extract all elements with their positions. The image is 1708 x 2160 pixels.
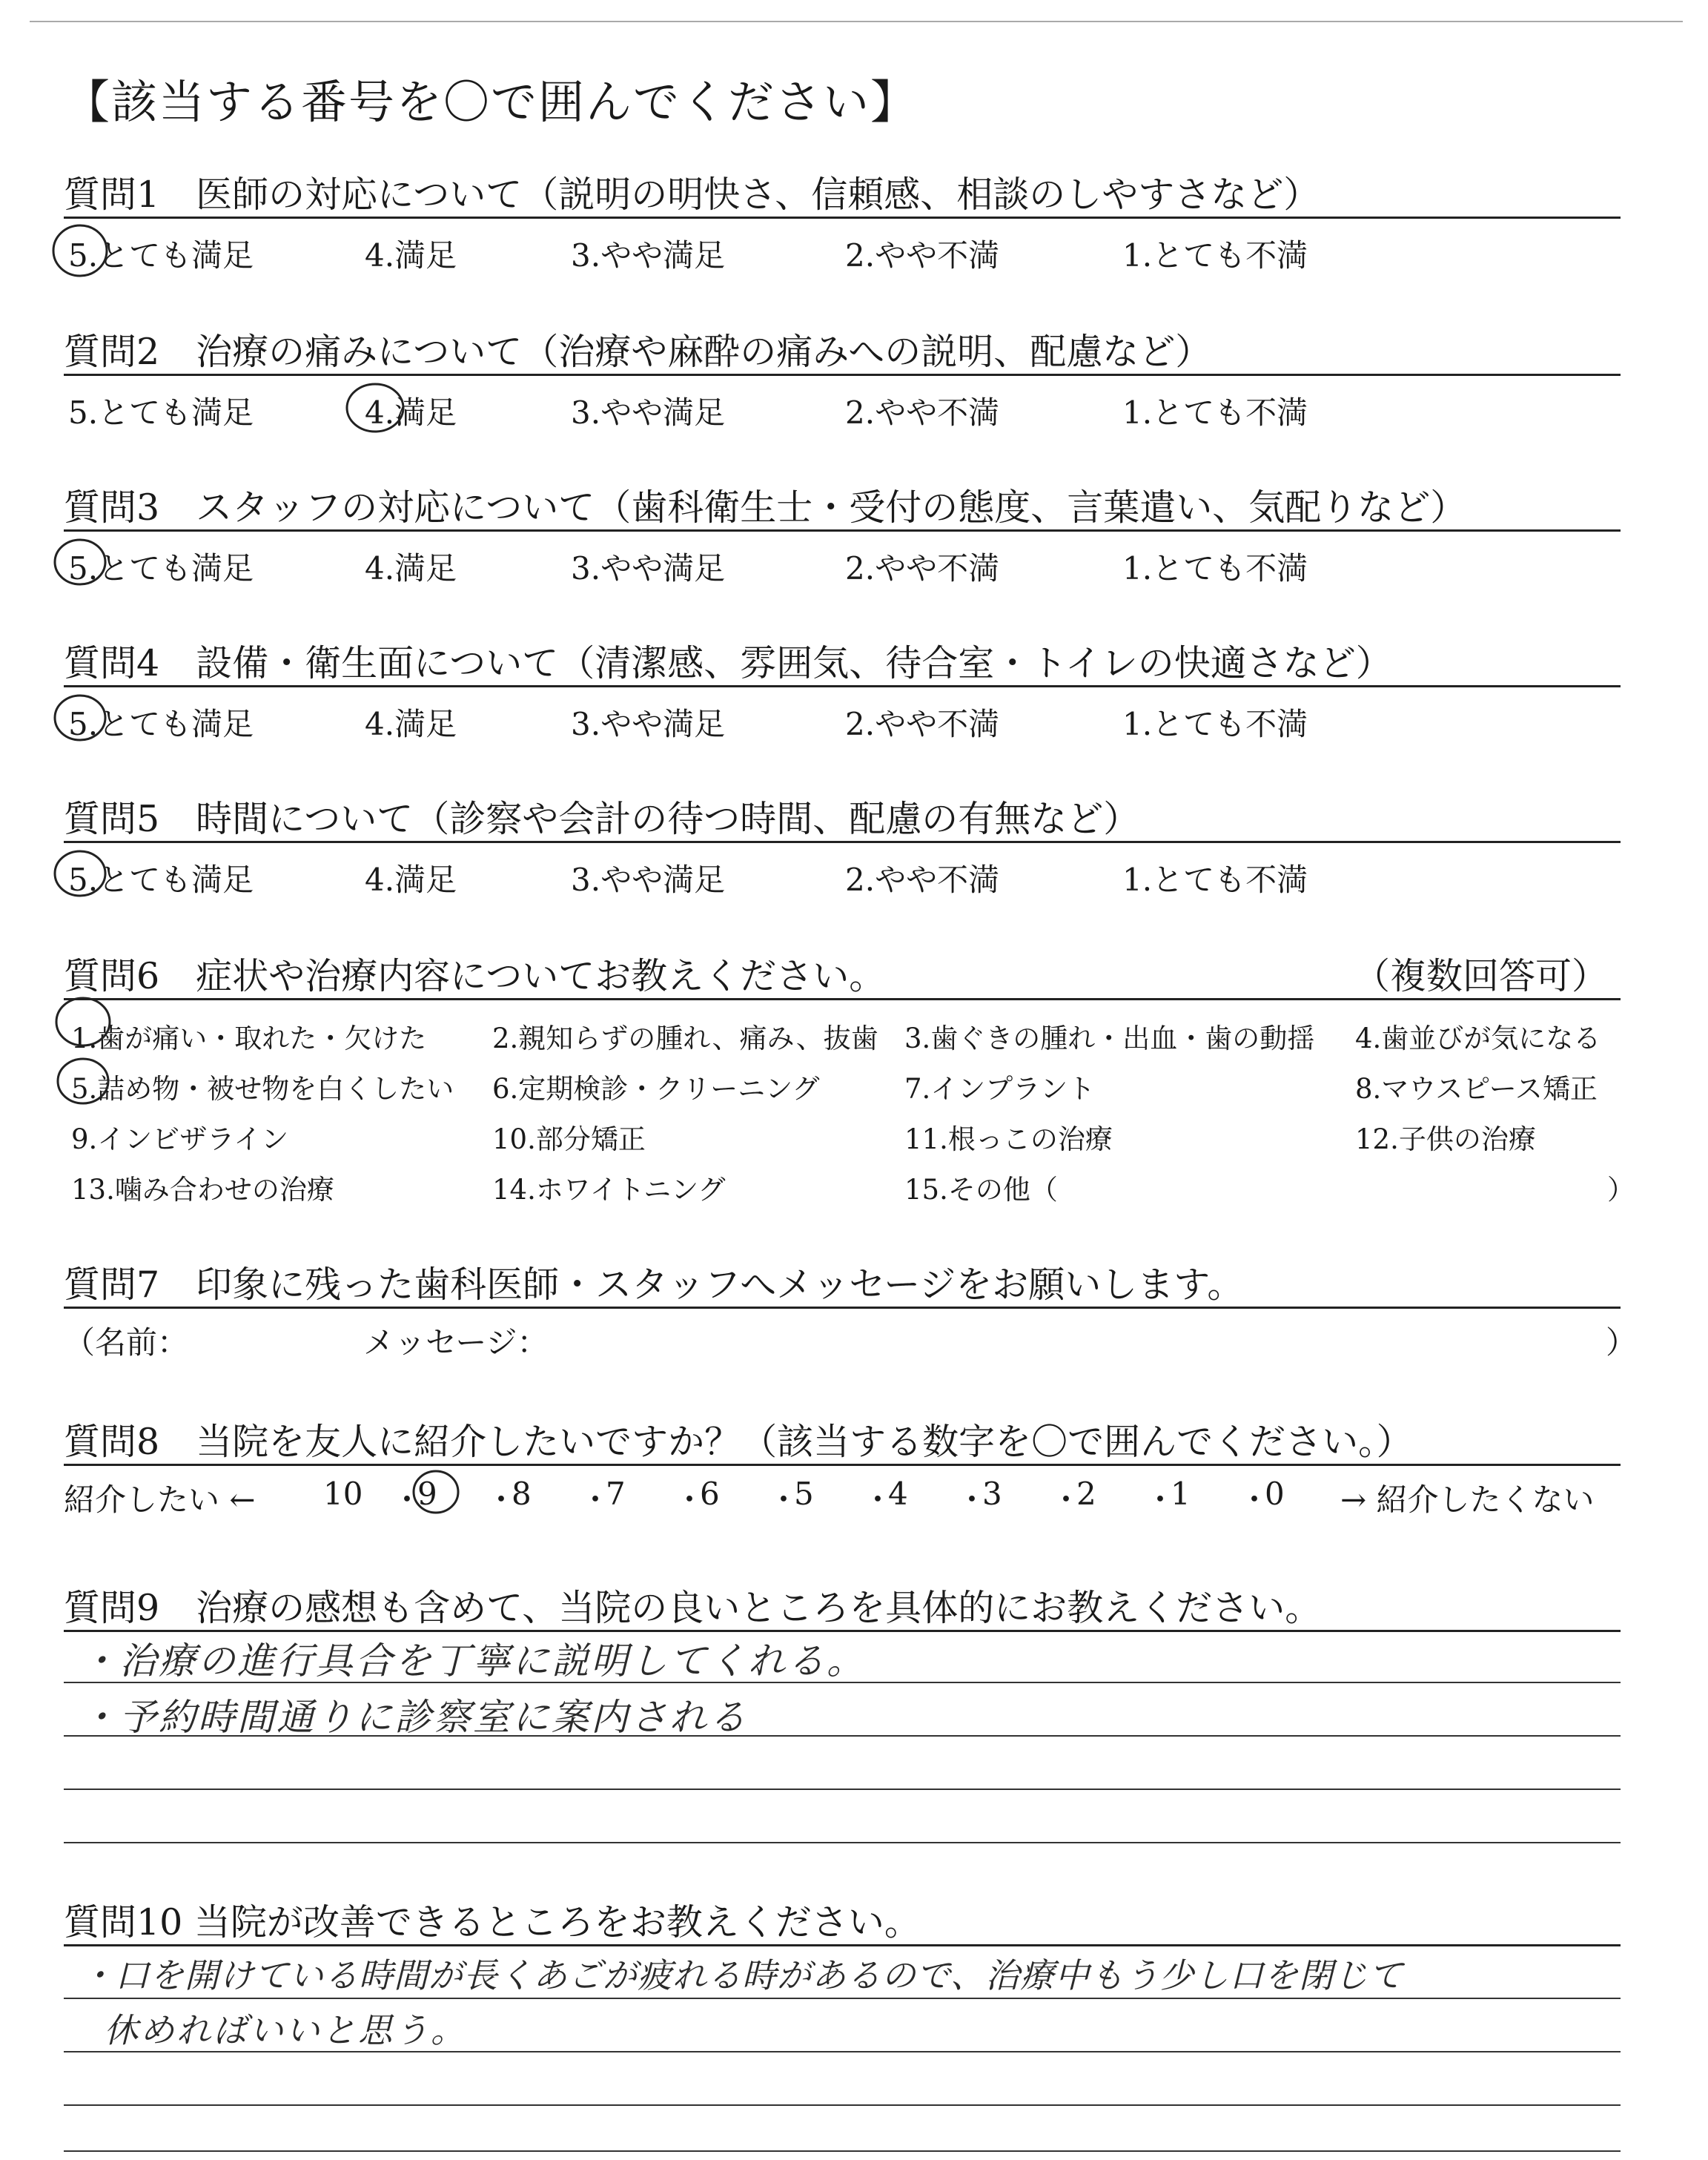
q6-option-15[interactable]: 15.その他（ [904, 1174, 1058, 1206]
q10-answer-2: 休めればいいと思う。 [104, 2010, 467, 2050]
q10-title: 質問10 当院が改善できるところをお教えください。 [64, 1901, 921, 1943]
q6-option-5[interactable]: 5.詰め物・被せ物を白くしたい [71, 1073, 454, 1105]
q1-option-2[interactable]: 2.やや不満 [845, 237, 1000, 274]
q8-scale-7[interactable]: 7 [606, 1476, 626, 1512]
q6-option-1[interactable]: 1.歯が痛い・取れた・欠けた [71, 1023, 427, 1054]
q8-selected-circle [414, 1471, 458, 1513]
q6-option-9[interactable]: 9.インビザライン [71, 1123, 289, 1155]
q4-option-4[interactable]: 4.満足 [365, 706, 457, 742]
q8-scale-6[interactable]: 6 [700, 1476, 720, 1512]
q4-option-2[interactable]: 2.やや不満 [845, 706, 1000, 742]
q9-title: 質問9 治療の感想も含めて、当院の良いところを具体的にお教えください。 [64, 1587, 1322, 1629]
q8-scale-8[interactable]: 8 [512, 1476, 532, 1512]
q5-option-2[interactable]: 2.やや不満 [845, 862, 1000, 898]
q6-option-4[interactable]: 4.歯並びが気になる [1355, 1023, 1601, 1054]
q2-title: 質問2 治療の痛みについて（治療や麻酔の痛みへの説明、配慮など） [64, 331, 1212, 373]
q8-scale-separator: ・ [956, 1482, 988, 1518]
q8-scale-separator: ・ [674, 1482, 706, 1518]
q8-scale-9[interactable]: 9 [417, 1476, 437, 1512]
q4-selected-circle [55, 696, 105, 740]
q8-scale-2[interactable]: 2 [1076, 1476, 1096, 1512]
q6-option-7[interactable]: 7.インプラント [904, 1073, 1096, 1105]
q8-scale-separator: ・ [1239, 1482, 1271, 1518]
q3-title: 質問3 スタッフの対応について（歯科衛生士・受付の態度、言葉遣い、気配りなど） [64, 486, 1467, 529]
q8-scale-separator: ・ [768, 1482, 800, 1518]
q5-option-4[interactable]: 4.満足 [365, 862, 457, 898]
q6-selected-circle-5 [58, 1059, 108, 1103]
q8-scale-separator: ・ [862, 1482, 894, 1518]
q1-option-3[interactable]: 3.やや満足 [571, 237, 726, 274]
q2-option-4[interactable]: 4.満足 [365, 394, 457, 431]
q2-option-5[interactable]: 5.とても満足 [68, 394, 254, 431]
q5-title: 質問5 時間について（診察や会計の待つ時間、配慮の有無など） [64, 798, 1140, 840]
q9-answer-2: ・予約時間通りに診察室に案内される [80, 1696, 748, 1739]
q3-option-1[interactable]: 1.とても不満 [1122, 550, 1308, 587]
q6-option-8[interactable]: 8.マウスピース矯正 [1355, 1073, 1598, 1105]
q5-selected-circle [55, 851, 105, 896]
q4-option-3[interactable]: 3.やや満足 [571, 706, 726, 742]
q6-option-6[interactable]: 6.定期検診・クリーニング [492, 1073, 820, 1105]
q5-option-1[interactable]: 1.とても不満 [1122, 862, 1308, 898]
q7-name-label: （名前： [64, 1324, 189, 1361]
q8-scale-10[interactable]: 10 [323, 1476, 363, 1512]
q6-selected-circle-1 [56, 998, 110, 1046]
q5-option-3[interactable]: 3.やや満足 [571, 862, 726, 898]
q3-selected-circle [55, 540, 105, 584]
q6-option-14[interactable]: 14.ホワイトニング [492, 1174, 726, 1206]
q6-option-11[interactable]: 11.根っこの治療 [904, 1123, 1113, 1155]
q1-option-5[interactable]: 5.とても満足 [68, 237, 254, 274]
q4-title: 質問4 設備・衛生面について（清潔感、雰囲気、待合室・トイレの快適さなど） [64, 642, 1392, 684]
q8-scale-0[interactable]: 0 [1265, 1476, 1285, 1512]
q1-selected-circle [53, 225, 107, 276]
q2-selected-circle [347, 384, 403, 432]
q6-option-2[interactable]: 2.親知らずの腫れ、痛み、抜歯 [492, 1023, 878, 1054]
q9-answer-1: ・治療の進行具合を丁寧に説明してくれる。 [80, 1639, 866, 1682]
q6-option-3[interactable]: 3.歯ぐきの腫れ・出血・歯の動揺 [904, 1023, 1315, 1054]
q6-title: 質問6 症状や治療内容についてお教えください。 [64, 955, 886, 997]
q6-option-13[interactable]: 13.噛み合わせの治療 [71, 1174, 334, 1206]
q3-option-3[interactable]: 3.やや満足 [571, 550, 726, 587]
q3-option-2[interactable]: 2.やや不満 [845, 550, 1000, 587]
q5-option-5[interactable]: 5.とても満足 [68, 862, 254, 898]
q8-scale-separator: ・ [580, 1482, 612, 1518]
q8-scale-5[interactable]: 5 [794, 1476, 814, 1512]
q6-other-close: ） [1607, 1174, 1635, 1206]
q8-title: 質問8 当院を友人に紹介したいですか？（該当する数字を〇で囲んでください。） [64, 1421, 1413, 1463]
q6-option-12[interactable]: 12.子供の治療 [1355, 1123, 1536, 1155]
q1-option-1[interactable]: 1.とても不満 [1122, 237, 1308, 274]
q8-scale-1[interactable]: 1 [1171, 1476, 1191, 1512]
q8-scale-4[interactable]: 4 [888, 1476, 908, 1512]
q1-title: 質問1 医師の対応について（説明の明快さ、信頼感、相談のしやすさなど） [64, 174, 1320, 216]
page-header: 【該当する番号を〇で囲んでください】 [64, 75, 918, 129]
q8-scale-3[interactable]: 3 [982, 1476, 1002, 1512]
q2-option-2[interactable]: 2.やや不満 [845, 394, 1000, 431]
q6-note: （複数回答可） [1354, 955, 1609, 997]
q1-option-4[interactable]: 4.満足 [365, 237, 457, 274]
q8-right-label: → 紹介したくない [1340, 1482, 1595, 1518]
q2-option-3[interactable]: 3.やや満足 [571, 394, 726, 431]
q8-scale-separator: ・ [1050, 1482, 1082, 1518]
q8-left-label: 紹介したい ← [64, 1482, 256, 1518]
q7-title: 質問7 印象に残った歯科医師・スタッフへメッセージをお願いします。 [64, 1264, 1244, 1306]
q2-option-1[interactable]: 1.とても不満 [1122, 394, 1308, 431]
q7-close: ） [1606, 1324, 1638, 1361]
q6-option-10[interactable]: 10.部分矯正 [492, 1123, 646, 1155]
q8-scale-separator: ・ [486, 1482, 517, 1518]
q8-scale-separator: ・ [391, 1482, 423, 1518]
q3-option-4[interactable]: 4.満足 [365, 550, 457, 587]
q10-answer-1: ・口を開けている時間が長くあごが疲れる時があるので、治療中もう少し口を閉じて [80, 1955, 1404, 1995]
q3-option-5[interactable]: 5.とても満足 [68, 550, 254, 587]
q7-message-label: メッセージ： [363, 1324, 549, 1361]
q8-scale-separator: ・ [1145, 1482, 1176, 1518]
q4-option-5[interactable]: 5.とても満足 [68, 706, 254, 742]
q4-option-1[interactable]: 1.とても不満 [1122, 706, 1308, 742]
